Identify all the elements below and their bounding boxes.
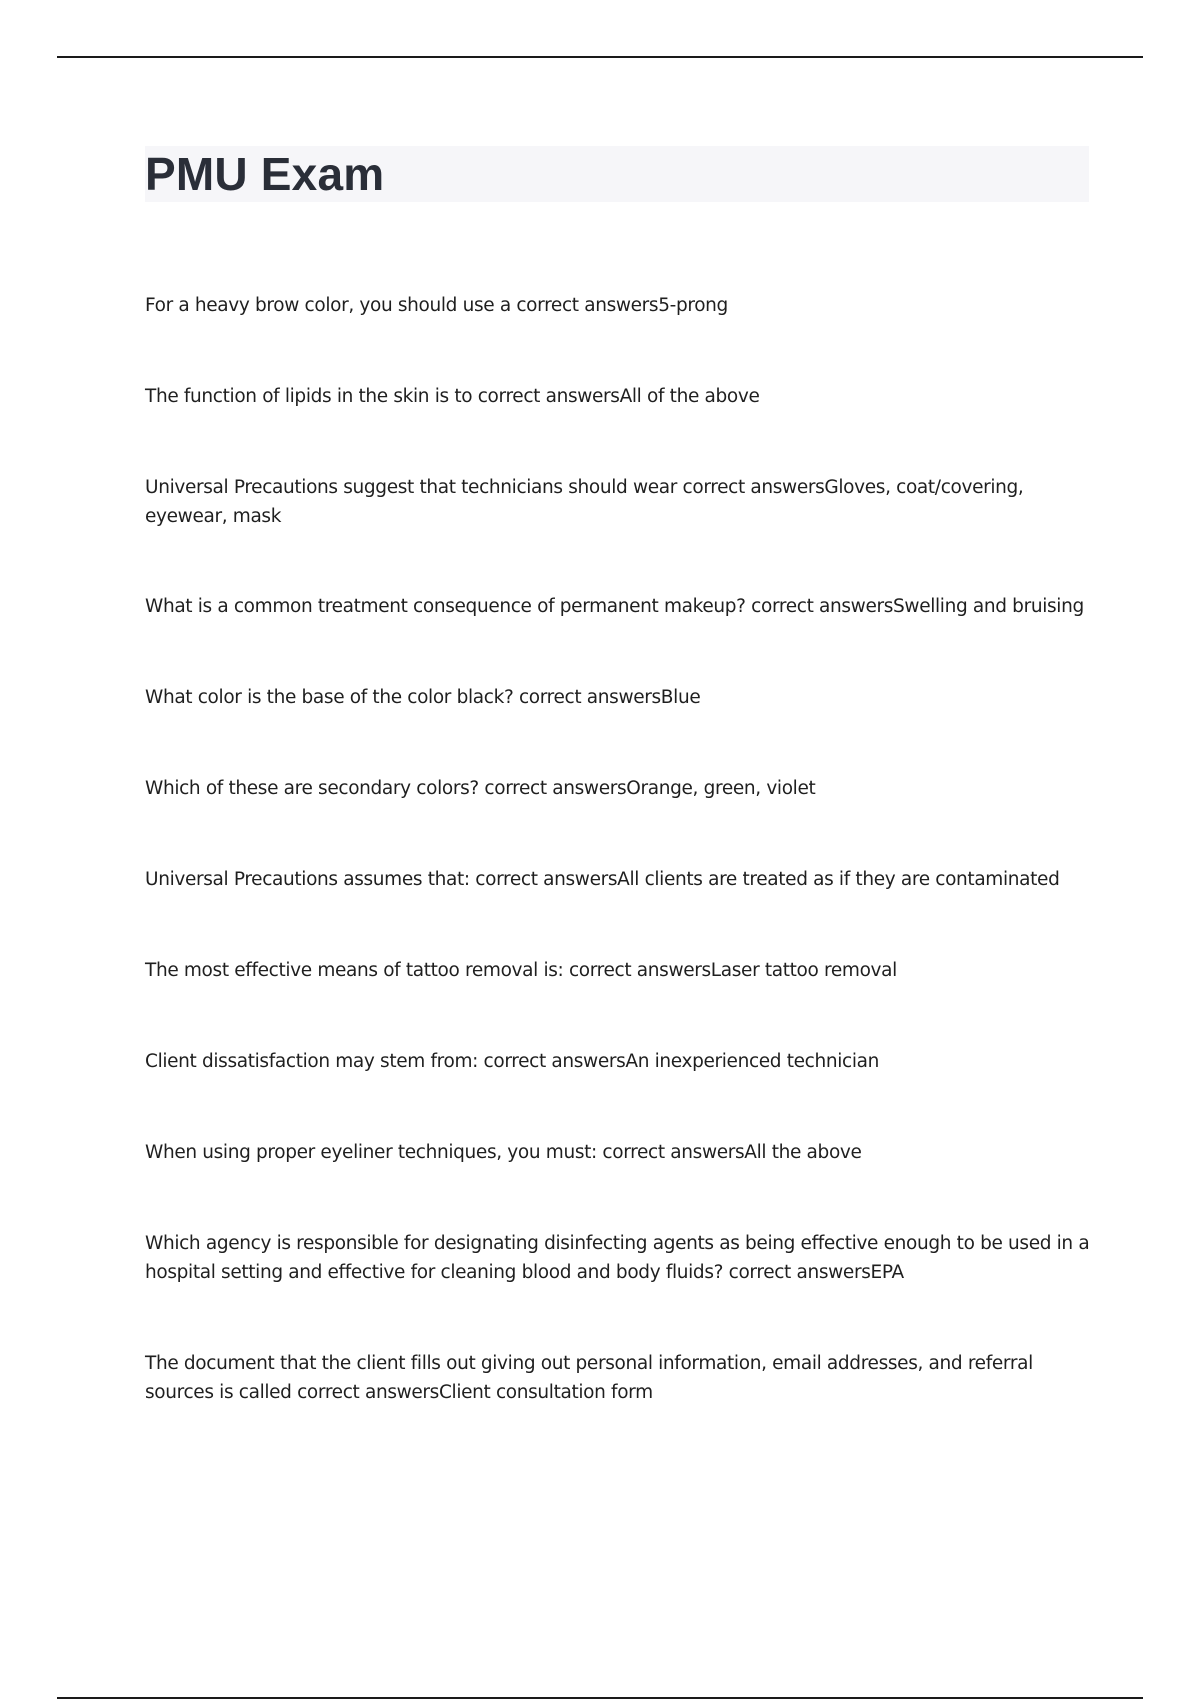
document-title: PMU Exam [145, 148, 385, 200]
question-item: The function of lipids in the skin is to correct answersAll of the above [145, 386, 760, 407]
question-item: Which agency is responsible for designating disinfecting agents as being effective enough to be used in a hospital setting and effective for cleaning blood and body fluids? correct answersEPA [145, 1233, 1090, 1283]
top-rule [57, 56, 1143, 58]
question-item: Client dissatisfaction may stem from: correct answersAn inexperienced technician [145, 1051, 880, 1072]
question-item: What is a common treatment consequence of permanent makeup? correct answersSwelling and bruising [145, 596, 1084, 617]
question-item: The document that the client fills out giving out personal information, email addresses, and referral sources is called correct answersClient consultation form [145, 1353, 1033, 1403]
question-item: What color is the base of the color black? correct answersBlue [145, 687, 701, 708]
question-item: For a heavy brow color, you should use a correct answers5-prong [145, 295, 728, 316]
question-item: The most effective means of tattoo removal is: correct answersLaser tattoo removal [145, 960, 897, 981]
bottom-rule [57, 1697, 1143, 1699]
question-item: When using proper eyeliner techniques, you must: correct answersAll the above [145, 1142, 862, 1163]
question-item: Universal Precautions assumes that: correct answersAll clients are treated as if they are contaminated [145, 869, 1060, 890]
question-item: Which of these are secondary colors? correct answersOrange, green, violet [145, 778, 816, 799]
question-item: Universal Precautions suggest that technicians should wear correct answersGloves, coat/covering, eyewear, mask [145, 477, 1024, 527]
